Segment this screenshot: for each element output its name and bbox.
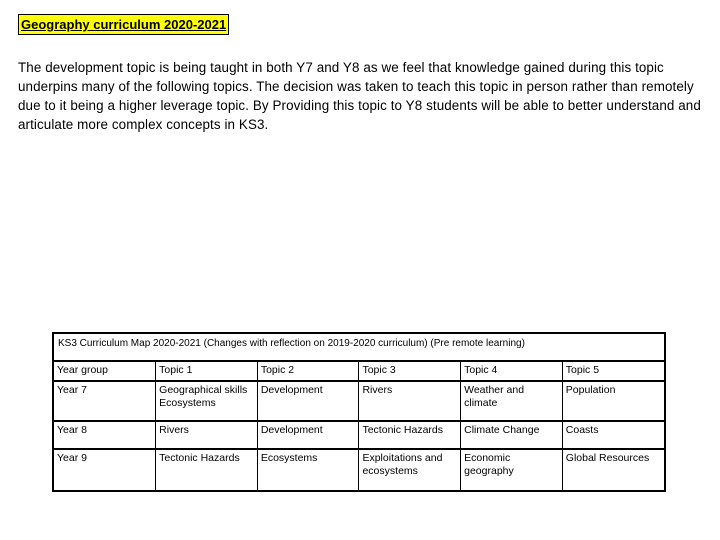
header-cell: Topic 3 [359,362,461,381]
curriculum-map [52,332,666,492]
table-header-row [54,362,664,381]
table-row [54,381,664,421]
table-cell: Population [562,381,664,421]
table-cell: Global Resources [565,452,650,464]
intro-paragraph: The development topic is being taught in both Y7 and Y8 as we feel that knowledge gained during this topic underpins many of the following topics. The decision was taken to teach this topic in person rather than remotely due to it being a higher leverage topic. By Providing this topic to Y8 students will be able to better understand and articulate more complex concepts in KS3. [18,60,701,132]
table-cell: Tectonic Hazards [156,449,258,490]
table-cell: Year 8 [54,421,156,449]
page-title: Geography curriculum 2020-2021 [18,14,229,35]
table-cell: Exploitations and ecosystems [359,449,461,490]
curriculum-map-caption: KS3 Curriculum Map 2020-2021 (Changes with reflection on 2019-2020 curriculum) (Pre remote learning) [54,334,664,362]
header-cell: Topic 4 [461,362,563,381]
table-cell: Climate Change [461,421,563,449]
header-cell: Topic 2 [257,362,359,381]
table-cell: Economic geography [461,449,563,490]
curriculum-table [54,362,664,490]
table-cell: Year 9 [54,449,156,490]
table-cell: Year 7 [54,381,156,421]
table-cell: Coasts [562,421,664,449]
table-cell: Ecosystems [257,449,359,490]
table-cell: Geographical skills Ecosystems [156,381,258,421]
header-cell: Topic 1 [156,362,258,381]
table-row [54,449,664,490]
table-cell: Tectonic Hazards [359,421,461,449]
table-cell: Rivers [156,421,258,449]
header-cell: Topic 5 [562,362,664,381]
table-cell: Rivers [359,381,461,421]
header-cell: Year group [54,362,156,381]
table-row [54,421,664,449]
table-cell: Development [257,381,359,421]
table-cell: Development [257,421,359,449]
table-cell: Weather and climate [461,381,563,421]
